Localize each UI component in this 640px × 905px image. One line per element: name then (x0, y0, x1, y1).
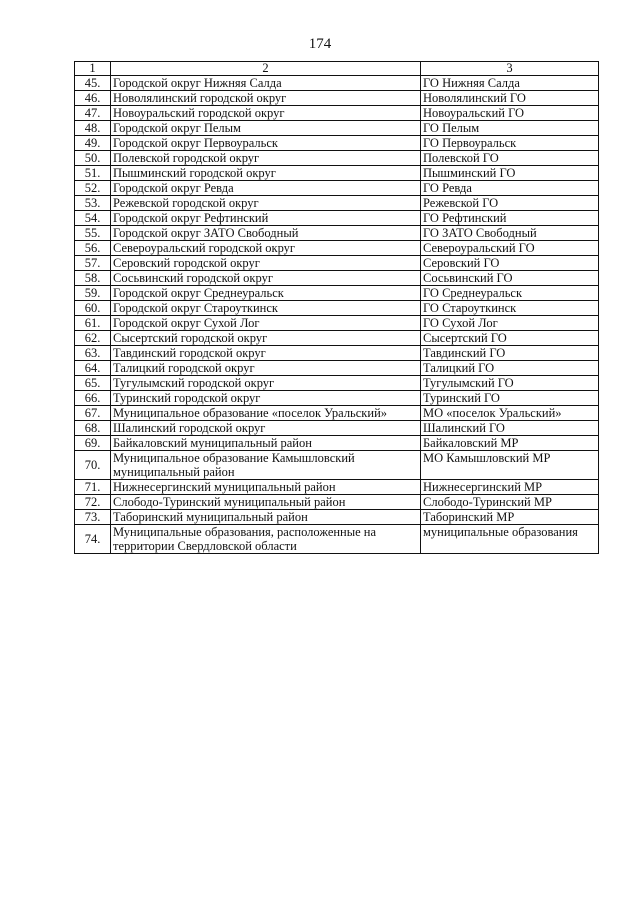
row-number: 66. (75, 391, 111, 406)
table-row (75, 525, 599, 554)
short-name-cell: ГО Староуткинск (421, 301, 599, 316)
short-name-cell: МО «поселок Уральский» (421, 406, 599, 421)
short-name-cell: ГО ЗАТО Свободный (421, 226, 599, 241)
full-name-cell: Шалинский городской округ (111, 421, 421, 436)
full-name-cell: Нижнесергинский муниципальный район (111, 480, 421, 495)
short-name-cell: ГО Пелым (421, 121, 599, 136)
row-number: 69. (75, 436, 111, 451)
municipalities-table (74, 61, 599, 554)
full-name-cell: Городской округ Староуткинск (111, 301, 421, 316)
short-name-cell: ГО Первоуральск (421, 136, 599, 151)
row-number: 46. (75, 91, 111, 106)
full-name-cell: Сысертский городской округ (111, 331, 421, 346)
table-row (75, 106, 599, 121)
full-name-cell: Городской округ ЗАТО Свободный (111, 226, 421, 241)
full-name-cell: Сосьвинский городской округ (111, 271, 421, 286)
short-name-cell: Режевской ГО (421, 196, 599, 211)
full-name-cell: Городской округ Нижняя Салда (111, 76, 421, 91)
row-number: 64. (75, 361, 111, 376)
full-name-cell: Байкаловский муниципальный район (111, 436, 421, 451)
short-name-cell: Туринский ГО (421, 391, 599, 406)
table-row (75, 406, 599, 421)
row-number: 65. (75, 376, 111, 391)
row-number: 67. (75, 406, 111, 421)
table-row (75, 391, 599, 406)
row-number: 61. (75, 316, 111, 331)
full-name-cell: Режевской городской округ (111, 196, 421, 211)
full-name-cell: Муниципальные образования, расположенные на территории Свердловской области (111, 525, 421, 554)
column-header-2: 2 (111, 62, 421, 76)
full-name-cell: Городской округ Сухой Лог (111, 316, 421, 331)
table-row (75, 121, 599, 136)
page-number: 174 (308, 36, 332, 52)
table-row (75, 301, 599, 316)
row-number: 55. (75, 226, 111, 241)
row-number: 48. (75, 121, 111, 136)
short-name-cell: Пышминский ГО (421, 166, 599, 181)
short-name-cell: Шалинский ГО (421, 421, 599, 436)
full-name-cell: Тугулымский городской округ (111, 376, 421, 391)
table-row (75, 76, 599, 91)
row-number: 56. (75, 241, 111, 256)
row-number: 52. (75, 181, 111, 196)
row-number: 68. (75, 421, 111, 436)
row-number: 45. (75, 76, 111, 91)
full-name-cell: Полевской городской округ (111, 151, 421, 166)
row-number: 62. (75, 331, 111, 346)
table-row (75, 331, 599, 346)
short-name-cell: ГО Среднеуральск (421, 286, 599, 301)
table-row (75, 480, 599, 495)
table-row (75, 451, 599, 480)
full-name-cell: Новолялинский городской округ (111, 91, 421, 106)
full-name-cell: Городской округ Первоуральск (111, 136, 421, 151)
table-row (75, 256, 599, 271)
short-name-cell: Тавдинский ГО (421, 346, 599, 361)
short-name-cell: ГО Ревда (421, 181, 599, 196)
row-number: 47. (75, 106, 111, 121)
short-name-cell: Талицкий ГО (421, 361, 599, 376)
full-name-cell: Слободо-Туринский муниципальный район (111, 495, 421, 510)
full-name-cell: Новоуральский городской округ (111, 106, 421, 121)
table-row (75, 241, 599, 256)
full-name-cell: Североуральский городской округ (111, 241, 421, 256)
row-number: 72. (75, 495, 111, 510)
table-row (75, 211, 599, 226)
table-row (75, 421, 599, 436)
table-row (75, 151, 599, 166)
short-name-cell: Сысертский ГО (421, 331, 599, 346)
short-name-cell: ГО Нижняя Салда (421, 76, 599, 91)
row-number: 60. (75, 301, 111, 316)
short-name-cell: муниципальные образования (421, 525, 599, 554)
table-row (75, 436, 599, 451)
table-row (75, 166, 599, 181)
row-number: 58. (75, 271, 111, 286)
short-name-cell: Серовский ГО (421, 256, 599, 271)
row-number: 74. (75, 525, 111, 554)
table-row (75, 495, 599, 510)
full-name-cell: Талицкий городской округ (111, 361, 421, 376)
short-name-cell: Таборинский МР (421, 510, 599, 525)
table-row (75, 376, 599, 391)
full-name-cell: Серовский городской округ (111, 256, 421, 271)
table-row (75, 271, 599, 286)
short-name-cell: Полевской ГО (421, 151, 599, 166)
row-number: 73. (75, 510, 111, 525)
table-row (75, 316, 599, 331)
row-number: 54. (75, 211, 111, 226)
row-number: 59. (75, 286, 111, 301)
row-number: 50. (75, 151, 111, 166)
row-number: 71. (75, 480, 111, 495)
row-number: 57. (75, 256, 111, 271)
full-name-cell: Муниципальное образование Камышловский муниципальный район (111, 451, 421, 480)
full-name-cell: Городской округ Пелым (111, 121, 421, 136)
row-number: 63. (75, 346, 111, 361)
table-row (75, 346, 599, 361)
table-row (75, 361, 599, 376)
table-row (75, 226, 599, 241)
full-name-cell: Городской округ Среднеуральск (111, 286, 421, 301)
short-name-cell: Сосьвинский ГО (421, 271, 599, 286)
short-name-cell: МО Камышловский МР (421, 451, 599, 480)
short-name-cell: Североуральский ГО (421, 241, 599, 256)
table-row (75, 510, 599, 525)
row-number: 49. (75, 136, 111, 151)
full-name-cell: Городской округ Ревда (111, 181, 421, 196)
full-name-cell: Тавдинский городской округ (111, 346, 421, 361)
table-row (75, 136, 599, 151)
short-name-cell: Байкаловский МР (421, 436, 599, 451)
column-header-1: 1 (75, 62, 111, 76)
short-name-cell: Нижнесергинский МР (421, 480, 599, 495)
short-name-cell: Слободо-Туринский МР (421, 495, 599, 510)
full-name-cell: Пышминский городской округ (111, 166, 421, 181)
short-name-cell: ГО Рефтинский (421, 211, 599, 226)
column-header-3: 3 (421, 62, 599, 76)
table-header-row (75, 62, 599, 76)
table-row (75, 196, 599, 211)
short-name-cell: ГО Сухой Лог (421, 316, 599, 331)
table-row (75, 286, 599, 301)
row-number: 51. (75, 166, 111, 181)
row-number: 53. (75, 196, 111, 211)
short-name-cell: Тугулымский ГО (421, 376, 599, 391)
full-name-cell: Городской округ Рефтинский (111, 211, 421, 226)
row-number: 70. (75, 451, 111, 480)
full-name-cell: Муниципальное образование «поселок Уральский» (111, 406, 421, 421)
short-name-cell: Новолялинский ГО (421, 91, 599, 106)
full-name-cell: Таборинский муниципальный район (111, 510, 421, 525)
table-row (75, 91, 599, 106)
full-name-cell: Туринский городской округ (111, 391, 421, 406)
short-name-cell: Новоуральский ГО (421, 106, 599, 121)
table-row (75, 181, 599, 196)
